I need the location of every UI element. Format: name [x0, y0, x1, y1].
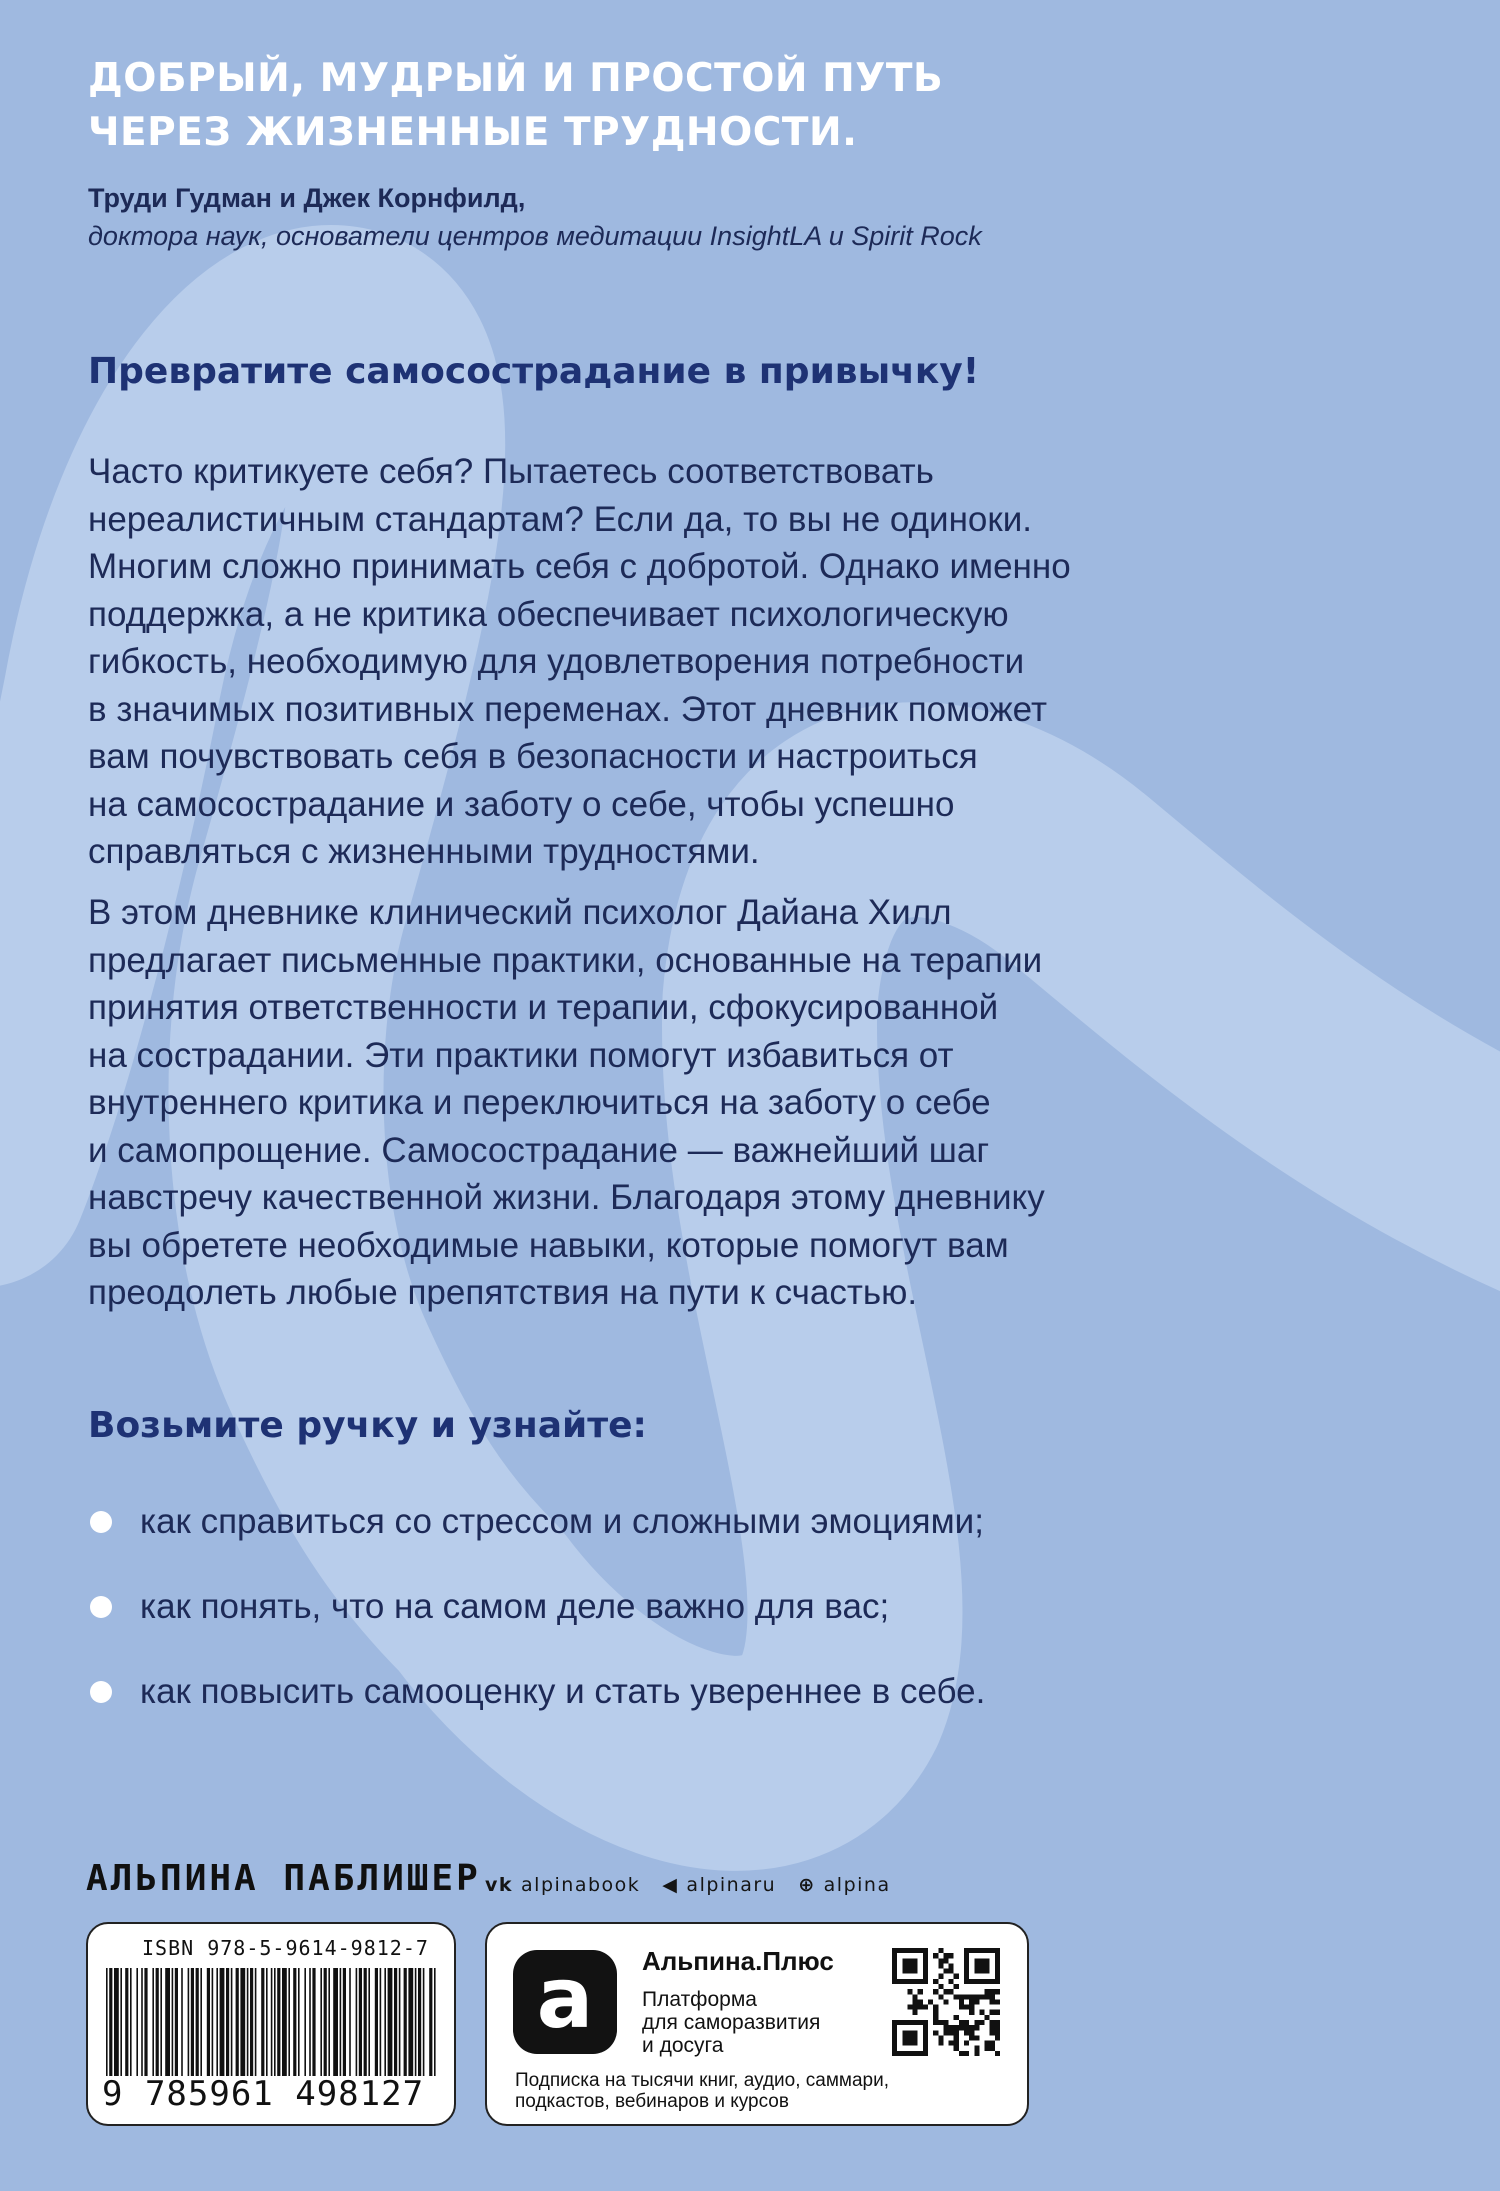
social-handle: alpina	[823, 1874, 891, 1896]
bullet-dot-icon	[90, 1681, 112, 1703]
telegram-icon: ◀	[662, 1874, 679, 1896]
list-item	[88, 1666, 1388, 1751]
quote-line: ДОБРЫЙ, МУДРЫЙ И ПРОСТОЙ ПУТЬ	[88, 56, 944, 101]
paragraph-line: преодолеть любые препятствия на пути к счастью.	[88, 1273, 918, 1312]
isbn-label: ISBN 978-5-9614-9812-7	[142, 1936, 429, 1960]
paragraph-line: вам почувствовать себя в безопасности и настроиться	[88, 737, 978, 776]
tagline-line: и досуга	[642, 2034, 724, 2057]
description-paragraph	[88, 448, 1418, 876]
paragraph-line: гибкость, необходимую для удовлетворения потребности	[88, 642, 1025, 681]
paragraph-line: Многим сложно принимать себя с добротой. Однако именно	[88, 547, 1071, 586]
paragraph-line: справляться с жизненными трудностями.	[88, 832, 760, 871]
list-item-text: как повысить самооценку и стать увереннее в себе.	[140, 1672, 986, 1711]
tagline-line: Платформа	[642, 1988, 757, 2011]
qr-code-icon[interactable]	[892, 1948, 1000, 2056]
list-item-text: как понять, что на самом деле важно для вас;	[140, 1587, 890, 1626]
plus-circle-icon: ⊕	[798, 1874, 816, 1896]
subscription-line: подкастов, вебинаров и курсов	[515, 2091, 789, 2112]
paragraph-line: Часто критикуете себя? Пытаетесь соответствовать	[88, 452, 934, 491]
social-link-plus[interactable]	[798, 1874, 890, 1896]
vk-icon: vk	[485, 1874, 514, 1896]
list-item	[88, 1496, 1388, 1581]
paragraph-line: на самосострадание и заботу о себе, чтобы успешно	[88, 784, 955, 824]
paragraph-line: принятия ответственности и терапии, сфокусированной	[88, 988, 999, 1027]
bullet-dot-icon	[90, 1511, 112, 1533]
social-handle: alpinaru	[686, 1874, 777, 1896]
social-link-telegram[interactable]	[662, 1874, 776, 1896]
social-link-vk[interactable]	[485, 1874, 640, 1896]
paragraph-line: навстречу качественной жизни. Благодаря этому дневнику	[88, 1178, 1045, 1217]
logo-letter: a	[536, 1949, 594, 2047]
section-heading: Превратите самосострадание в привычку!	[88, 351, 980, 392]
paragraph-line: предлагает письменные практики, основанные на терапии	[88, 940, 1043, 980]
paragraph-line: В этом дневнике клинический психолог Дайана Хилл	[88, 893, 952, 932]
alpina-plus-logo-icon	[513, 1950, 617, 2054]
alpina-plus-tagline	[642, 1988, 892, 2057]
alpina-plus-ad	[485, 1922, 1029, 2126]
list-item-text: как справиться со стрессом и сложными эмоциями;	[140, 1502, 984, 1541]
isbn-barcode-box	[86, 1922, 456, 2126]
paragraph-line: на сострадании. Эти практики помогут избавиться от	[88, 1035, 954, 1075]
alpina-plus-title: Альпина.Плюс	[642, 1946, 834, 1976]
quote-line: ЧЕРЕЗ ЖИЗНЕННЫЕ ТРУДНОСТИ.	[88, 110, 858, 155]
tagline-line: для саморазвития	[642, 2011, 821, 2034]
paragraph-line: и самопрощение. Самосострадание — важнейший шаг	[88, 1130, 990, 1170]
paragraph-line: в значимых позитивных переменах. Этот дневник поможет	[88, 689, 1048, 729]
paragraph-line: внутреннего критика и переключиться на заботу о себе	[88, 1083, 991, 1122]
subscription-line: Подписка на тысячи книг, аудио, саммари,	[515, 2070, 889, 2091]
publisher-logo: АЛЬПИНА ПАБЛИШЕР	[86, 1858, 481, 1899]
quote-author: Труди Гудман и Джек Корнфилд,	[88, 183, 526, 213]
social-handle: alpinabook	[521, 1874, 641, 1896]
barcode-digits: 9 785961 498127	[102, 2074, 425, 2114]
section-heading: Возьмите ручку и узнайте:	[88, 1405, 647, 1446]
bullet-list	[88, 1496, 1388, 1751]
social-links	[485, 1874, 891, 1896]
alpina-plus-subscription	[515, 2070, 1015, 2112]
barcode-icon	[102, 1968, 442, 2076]
paragraph-line: нереалистичным стандартам? Если да, то вы не одиноки.	[88, 499, 1032, 539]
paragraph-line: вы обретете необходимые навыки, которые помогут вам	[88, 1225, 1009, 1265]
bullet-dot-icon	[90, 1596, 112, 1618]
paragraph-line: поддержка, а не критика обеспечивает психологическую	[88, 594, 1009, 634]
list-item	[88, 1581, 1388, 1666]
description-paragraph	[88, 889, 1418, 1317]
blurb-quote	[88, 52, 1388, 160]
quote-author-description: доктора наук, основатели центров медитации InsightLA и Spirit Rock	[88, 221, 982, 251]
